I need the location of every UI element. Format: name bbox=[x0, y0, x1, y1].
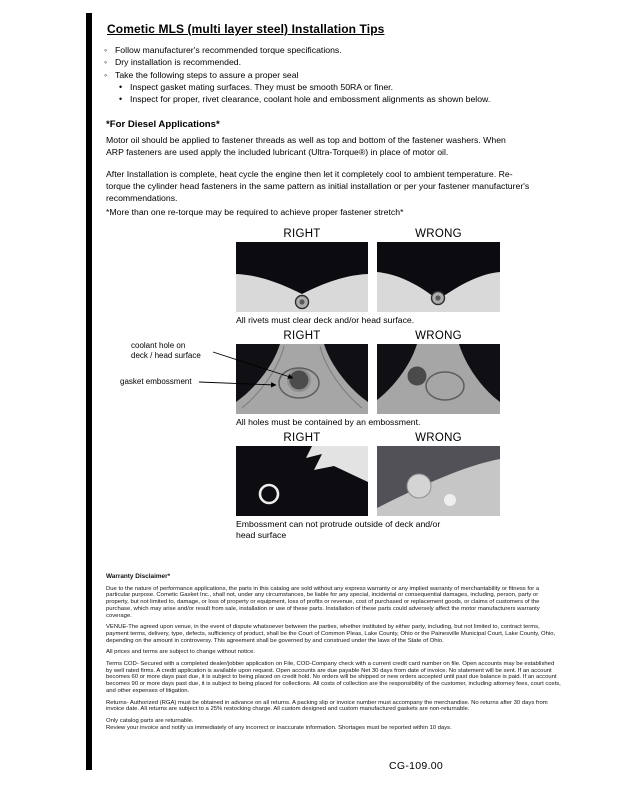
figure-caption: Embossment can not protrude outside of deck and/or head surface bbox=[236, 519, 441, 540]
annotation-line: coolant hole on bbox=[131, 341, 186, 350]
figure-embossment-protrusion bbox=[236, 432, 501, 540]
diesel-paragraph-2: After Installation is complete, heat cycle the engine then let it completely cool to ambient temperature. Re-torque the cylinder head fasteners in the same pattern as initial installation or per your fastener manufacturer's recommendations. bbox=[106, 169, 530, 203]
tip-item: ◦ Follow manufacturer's recommended torque specifications. bbox=[104, 44, 574, 56]
wrong-label: WRONG bbox=[415, 330, 462, 342]
tip-item: ◦ Take the following steps to assure a proper seal bbox=[104, 69, 574, 81]
tip-sub-item: • Inspect gasket mating surfaces. They must be smooth 50RA or finer. bbox=[119, 81, 574, 93]
warranty-paragraph: Review your invoice and notify us immediately of any incorrect or inaccurate information. Shortages must be reported within 10 days. bbox=[106, 724, 452, 731]
coolant-hole-annotation bbox=[131, 341, 201, 361]
right-label: RIGHT bbox=[283, 330, 321, 342]
warranty-paragraph: VENUE-The agreed upon venue, in the event of dispute whatsoever between the parties, whether instituted by either party, including, but not limited to, contract terms, payment terms, delivery, type, defects, sufficiency of product, shall be the Court of Common Pleas, Lake County, Ohio or the Painesville Municipal Court, Lake County, Ohio, depending on the amount in controversy. This agreement shall be governed by and construed under the laws of the State of Ohio. bbox=[106, 624, 556, 644]
right-label: RIGHT bbox=[283, 228, 321, 240]
diesel-paragraph-1: Motor oil should be applied to fastener threads as well as top and bottom of the fastener washers. When ARP fasteners are used apply the included lubricant (Ultra-Torque®) in place of motor oil. bbox=[106, 135, 506, 157]
warranty-paragraph: Returns- Authorized (RGA) must be obtained in advance on all returns. A packing slip or invoice number must accompany the merchandise. No returns after 30 days from invoice date. All returns are subject to a 25% restocking charge. All custom designed and custom manufactured gaskets are non-returnable. bbox=[106, 699, 548, 713]
figure-rivets bbox=[236, 228, 501, 326]
installation-tips-list bbox=[104, 44, 574, 105]
wrong-label: WRONG bbox=[415, 432, 462, 444]
warranty-paragraph: Only catalog parts are returnable. bbox=[106, 717, 194, 724]
page-number-code: CG-109.00 bbox=[389, 760, 444, 772]
warranty-disclaimer bbox=[106, 574, 562, 731]
embossment-wrong-image bbox=[377, 344, 500, 414]
right-label: RIGHT bbox=[283, 432, 321, 444]
embossment-right-image bbox=[236, 344, 368, 414]
warranty-heading: Warranty Disclaimer* bbox=[106, 573, 171, 580]
diesel-applications-heading: *For Diesel Applications* bbox=[106, 119, 220, 130]
wrong-label: WRONG bbox=[415, 228, 462, 240]
warranty-paragraph: Terms COD- Secured with a completed dealer/jobber application on File, COD-Company check with a current credit card number on file. Open accounts may be established by well rated firms. A credit application is available upon request. Open accounts are due payable Net 30 days from date of invoice. No statement will be sent. If an account becomes 60 or more days past due, it is subject to being placed on credit hold. No orders will be shipped or new orders accepted until past due balance is paid. If an account becomes 90 or more days past due, it is subject to being placed for collections. All costs of collection are the responsibility of the customer, including attorney fees, court costs, and other expenses of litigation. bbox=[106, 661, 561, 694]
page-title: Cometic MLS (multi layer steel) Installation Tips bbox=[107, 22, 385, 36]
figure-coolant-holes bbox=[236, 330, 501, 428]
warranty-paragraph: All prices and terms are subject to change without notice. bbox=[106, 649, 255, 656]
page-edge-strip bbox=[86, 13, 92, 770]
protrusion-wrong-image bbox=[377, 446, 500, 516]
protrusion-right-image bbox=[236, 446, 368, 516]
annotation-line: deck / head surface bbox=[131, 350, 201, 360]
rivet-wrong-image bbox=[377, 242, 500, 312]
warranty-paragraph: Due to the nature of performance applications, the parts in this catalog are sold without any express warranty or any implied warranty of merchantability or fitness for a particular purpose. Cometic Gasket Inc., shall not, under any circumstances, be liable for any special, incidental or consequential damages, including, person, party or property, but not limited to, damage, or loss of property or equipment, loss of profits or revenue, cost of purchased or replacement goods, or claims of customers of the purchase, which may arise and/or result from sale, installation or use of these parts. Installation of these parts could adversely affect the motor manufacturers warranty coverage. bbox=[106, 585, 540, 619]
retorque-note: *More than one re-torque may be required to achieve proper fastener stretch* bbox=[106, 207, 404, 217]
figure-caption: All holes must be contained by an embossment. bbox=[236, 417, 421, 427]
tip-item: ◦ Dry installation is recommended. bbox=[104, 56, 574, 68]
figure-caption: All rivets must clear deck and/or head surface. bbox=[236, 315, 415, 325]
rivet-right-image bbox=[236, 242, 368, 312]
gasket-embossment-annotation: gasket embossment bbox=[120, 377, 192, 386]
tip-sub-item: • Inspect for proper, rivet clearance, coolant hole and embossment alignments as shown below. bbox=[119, 93, 574, 105]
